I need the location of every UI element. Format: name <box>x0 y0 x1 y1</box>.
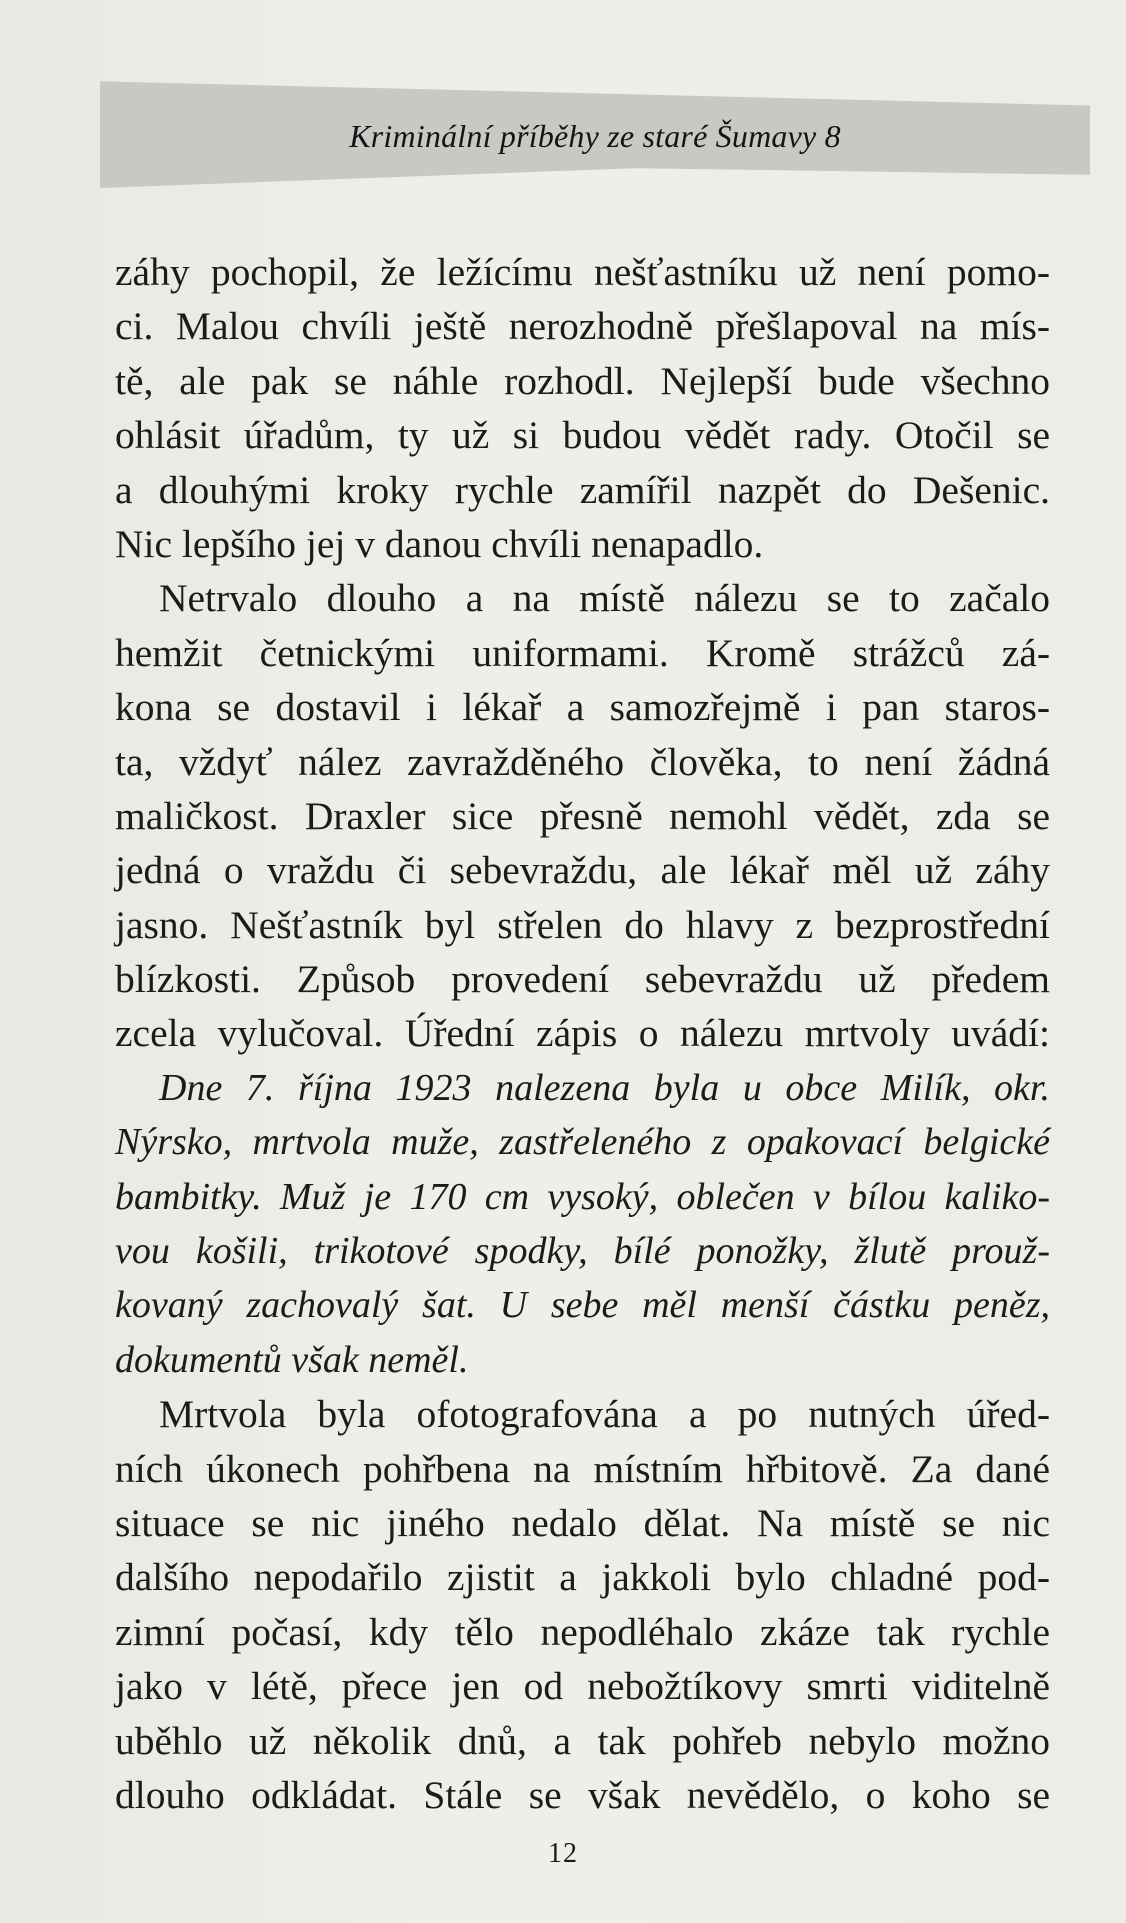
text-line: tě, ale pak se náhle rozhodl. Nejlepší bude všechno <box>115 358 1050 403</box>
body-text <box>115 245 1050 1822</box>
text-line: uběhlo už několik dnů, a tak pohřeb nebylo možno <box>115 1718 1050 1763</box>
text-line: vou košili, trikotové spodky, bílé ponožky, žlutě prouž- <box>115 1230 1050 1273</box>
text-line: dlouho odkládat. Stále se však nevědělo, o koho se <box>115 1772 1050 1817</box>
text-line: kovaný zachovalý šat. U sebe měl menší částku peněz, <box>115 1284 1050 1327</box>
text-line: ohlásit úřadům, ty už si budou vědět rady. Otočil se <box>115 413 1050 458</box>
page-number: 12 <box>548 1838 578 1869</box>
text-line: Netrvalo dlouho a na místě nálezu se to začalo <box>159 576 1050 621</box>
text-line: a dlouhými kroky rychle zamířil nazpět do Dešenic. <box>115 467 1050 512</box>
running-header-title: Kriminální příběhy ze staré Šumavy 8 <box>349 118 841 154</box>
text-line: zcela vylučoval. Úřední zápis o nálezu mrtvoly uvádí: <box>115 1011 1050 1056</box>
text-line: jako v létě, přece jen od nebožtíkovy smrti viditelně <box>115 1664 1050 1709</box>
text-line: zimní počasí, kdy tělo nepodléhalo zkáze tak rychle <box>115 1609 1050 1654</box>
quoted-record <box>115 1061 1050 1387</box>
text-line: Nýrsko, mrtvola muže, zastřeleného z opakovací belgické <box>115 1121 1050 1164</box>
text-line: záhy pochopil, že ležícímu nešťastníku už není pomo- <box>115 250 1050 294</box>
text-line: hemžit četnickými uniformami. Kromě strážců zá- <box>115 630 1050 675</box>
text-line: bambitky. Muž je 170 cm vysoký, oblečen v bílou kaliko- <box>115 1175 1050 1218</box>
text-line: jedná o vraždu či sebevraždu, ale lékař měl už záhy <box>115 848 1050 893</box>
text-line: situace se nic jiného nedalo dělat. Na místě se nic <box>115 1500 1050 1545</box>
paragraph <box>115 1387 1050 1822</box>
text-line: Nic lepšího jej v danou chvíli nenapadlo. <box>115 521 764 566</box>
text-line: blízkosti. Způsob provedení sebevraždu už předem <box>115 957 1050 1002</box>
text-line: Mrtvola byla ofotografována a po nutných úřed- <box>159 1392 1050 1437</box>
text-line: maličkost. Draxler sice přesně nemohl vědět, zda se <box>115 793 1050 838</box>
text-line: Dne 7. října 1923 nalezena byla u obce Milík, okr. <box>159 1066 1050 1109</box>
text-line: kona se dostavil i lékař a samozřejmě i pan staros- <box>115 685 1050 730</box>
text-line: dokumentů však neměl. <box>115 1338 469 1381</box>
text-line: jasno. Nešťastník byl střelen do hlavy z bezprostřední <box>115 902 1050 947</box>
text-line: ních úkonech pohřbena na místním hřbitově. Za dané <box>115 1446 1050 1491</box>
text-line: dalšího nepodařilo zjistit a jakkoli bylo chladné pod- <box>115 1555 1050 1600</box>
text-line: ci. Malou chvíli ještě nerozhodně přešlapoval na mís- <box>115 304 1050 349</box>
paragraph <box>115 245 1050 571</box>
text-line: ta, vždyť nález zavražděného člověka, to není žádná <box>115 739 1050 784</box>
paragraph <box>115 571 1050 1061</box>
